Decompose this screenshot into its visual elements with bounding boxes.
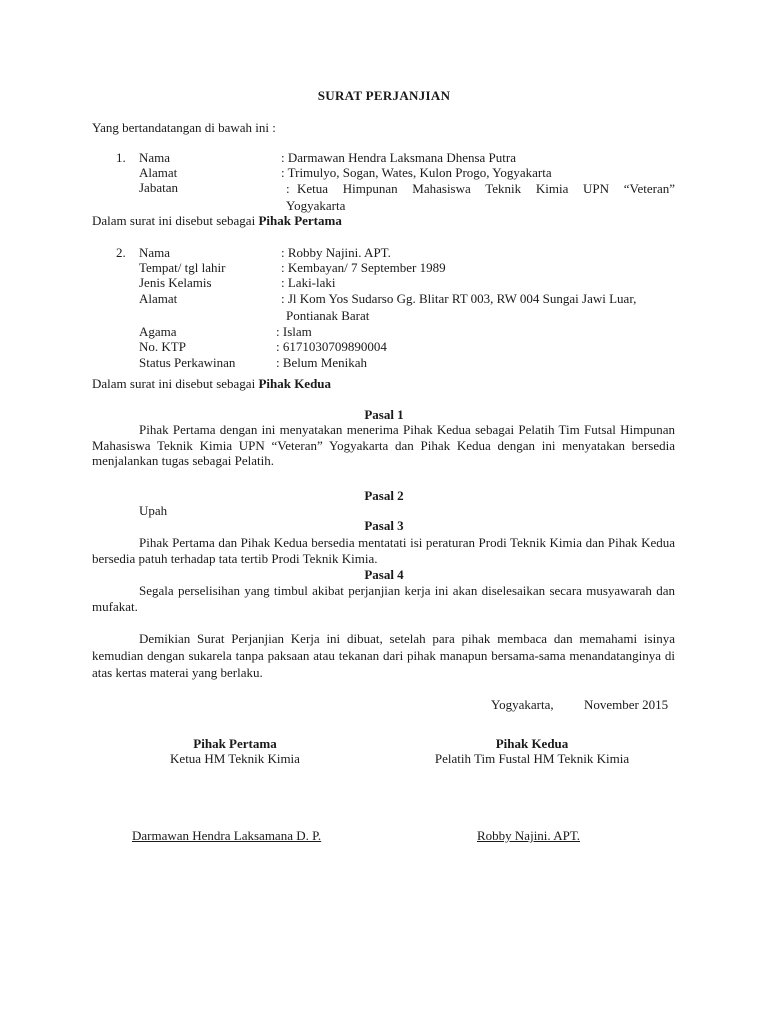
party2-religion-value: : Islam [276,324,312,339]
pasal3-heading: Pasal 3 [364,518,404,533]
party2-birth-value: : Kembayan/ 7 September 1989 [281,260,446,275]
party2-gender-label: Jenis Kelamis [139,275,212,290]
party2-designation [92,376,331,392]
place-text: Yogyakarta, [491,697,554,712]
party2-address-value-line2: Pontianak Barat [286,308,370,323]
signature-right-role: Pihak Kedua [495,736,569,751]
party2-marital-value: : Belum Menikah [276,355,367,370]
party1-name-label: Nama [139,150,171,165]
pasal2-heading: Pasal 2 [364,488,404,503]
party2-designation-name: Pihak Kedua [258,376,332,391]
party2-address-label: Alamat [139,291,178,306]
party1-name-value: : Darmawan Hendra Laksmana Dhensa Putra [281,150,516,165]
party2-birth-label: Tempat/ tgl lahir [139,260,226,275]
party2-address-value: : Jl Kom Yos Sudarso Gg. Blitar RT 003, RW 004 Sungai Jawi Luar, [281,291,637,306]
pasal2-text: Upah [139,503,168,518]
signature-right-position: Pelatih Tim Fustal HM Teknik Kimia [434,751,630,766]
party2-number: 2. [116,245,126,260]
party2-ktp-value: : 6171030709890004 [276,339,387,354]
pasal3-text: Pihak Pertama dan Pihak Kedua bersedia mentatati isi peraturan Prodi Teknik Kimia dan Pihak Kedua bersedia patuh terhadap tata tertib Prodi Teknik Kimia. [92,535,675,566]
document-title: SURAT PERJANJIAN [317,88,451,103]
party2-name-label: Nama [139,245,171,260]
party1-position-value: : Ketua Himpunan Mahasiswa Teknik Kimia UPN “Veteran” [286,181,675,196]
date-text: November 2015 [584,697,669,712]
party2-marital-label: Status Perkawinan [139,355,236,370]
pasal4-heading: Pasal 4 [364,567,404,582]
party1-designation [92,213,342,229]
party1-designation-prefix: Dalam surat ini disebut sebagai [92,213,259,228]
intro-text: Yang bertandatangan di bawah ini : [92,120,276,135]
signature-left-role: Pihak Pertama [193,736,277,751]
party2-designation-prefix: Dalam surat ini disebut sebagai [92,376,259,391]
party1-position-value-line2: Yogyakarta [286,198,346,213]
signature-left-name: Darmawan Hendra Laksamana D. P. [132,828,322,843]
party2-religion-label: Agama [139,324,177,339]
signature-left-position: Ketua HM Teknik Kimia [170,751,300,766]
party1-address-value: : Trimulyo, Sogan, Wates, Kulon Progo, Yogyakarta [281,165,552,180]
signature-right-name: Robby Najini. APT. [477,828,581,843]
party2-gender-value: : Laki-laki [281,275,336,290]
pasal1-text: Pihak Pertama dengan ini menyatakan menerima Pihak Kedua sebagai Pelatih Tim Futsal Himpunan Mahasiswa Teknik Kimia UPN “Veteran” Yogyakarta dan Pihak Kedua dengan ini menyatakan bersedia menjalankan tugas sebagai Pelatih. [92,422,675,468]
pasal4-text: Segala perselisihan yang timbul akibat perjanjian kerja ini akan diselesaikan secara musyawarah dan mufakat. [92,583,675,614]
party1-address-label: Alamat [139,165,178,180]
party1-number: 1. [116,150,126,165]
party2-name-value: : Robby Najini. APT. [281,245,391,260]
pasal1-heading: Pasal 1 [364,407,404,422]
closing-text: Demikian Surat Perjanjian Kerja ini dibuat, setelah para pihak membaca dan memahami isinya kemudian dengan sukarela tanpa paksaan atau tekanan dari pihak manapun bersama-sama menandatanginya di atas kertas materai yang berlaku. [92,631,675,680]
party1-position-label: Jabatan [139,180,178,195]
party1-designation-name: Pihak Pertama [258,213,342,228]
party2-ktp-label: No. KTP [139,339,186,354]
